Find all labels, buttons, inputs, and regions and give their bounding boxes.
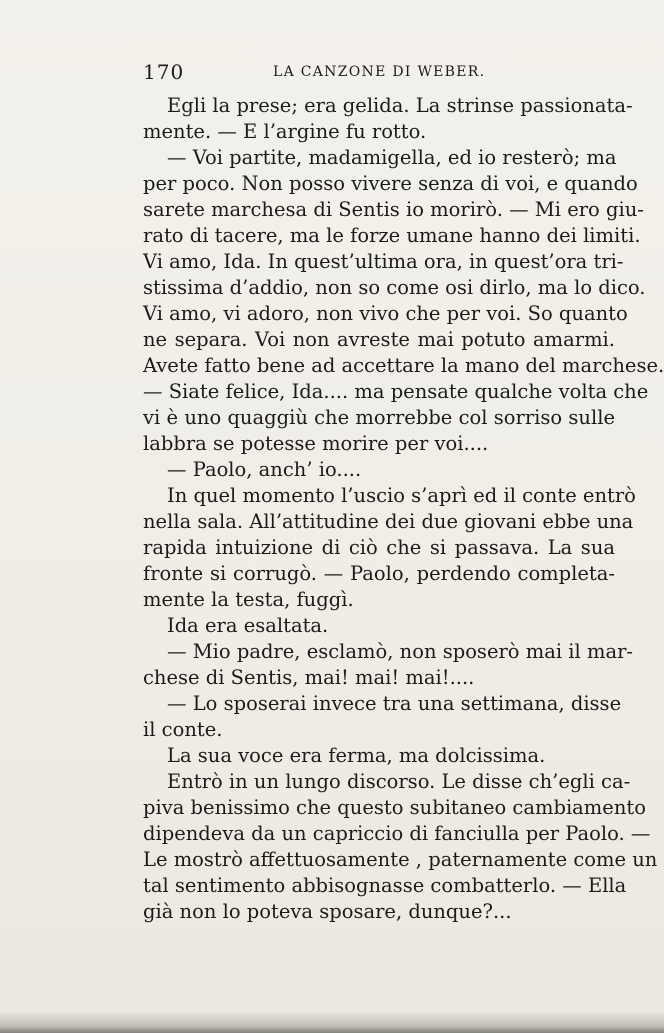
text-line: per poco. Non posso vivere senza di voi, e quando bbox=[143, 172, 638, 195]
text-line: ne separa. Voi non avreste mai potuto amarmi. bbox=[143, 328, 615, 351]
text-line: tal sentimento abbisognasse combatterlo. — Ella bbox=[143, 874, 627, 897]
text-line: chese di Sentis, mai! mai! mai!.... bbox=[143, 666, 475, 689]
text-line: stissima d’addio, non so come osi dirlo, ma lo dico. bbox=[143, 276, 646, 299]
text-line: Vi amo, Ida. In quest’ultima ora, in quest’ora tri- bbox=[143, 250, 624, 273]
page-number: 170 bbox=[143, 60, 185, 84]
text-line: — Paolo, anch’ io.... bbox=[167, 458, 362, 481]
text-line: La sua voce era ferma, ma dolcissima. bbox=[167, 744, 546, 767]
running-title: LA CANZONE DI WEBER. bbox=[273, 64, 486, 80]
text-line: mente. — E l’argine fu rotto. bbox=[143, 120, 427, 143]
text-line: In quel momento l’uscio s’aprì ed il conte entrò bbox=[167, 484, 636, 507]
text-line: il conte. bbox=[143, 718, 223, 741]
text-line: piva benissimo che questo subitaneo cambiamento bbox=[143, 796, 646, 819]
text-line: Ida era esaltata. bbox=[167, 614, 329, 637]
text-line: — Mio padre, esclamò, non sposerò mai il mar- bbox=[167, 640, 633, 663]
text-line: Egli la prese; era gelida. La strinse passionata- bbox=[167, 94, 633, 117]
text-line: Avete fatto bene ad accettare la mano del marchese. bbox=[143, 354, 664, 377]
page-header bbox=[143, 60, 523, 84]
text-line: fronte si corrugò. — Paolo, perdendo completa- bbox=[143, 562, 615, 585]
body-text bbox=[143, 93, 664, 925]
text-line: Entrò in un lungo discorso. Le disse ch’egli ca- bbox=[167, 770, 631, 793]
text-line: — Voi partite, madamigella, ed io resterò; ma bbox=[167, 146, 617, 169]
page-bottom-edge bbox=[0, 1011, 664, 1033]
text-line: vi è uno quaggiù che morrebbe col sorriso sulle bbox=[143, 406, 615, 429]
text-line: mente la testa, fuggì. bbox=[143, 588, 354, 611]
text-line: rato di tacere, ma le forze umane hanno dei limiti. bbox=[143, 224, 641, 247]
text-line: Vi amo, vi adoro, non vivo che per voi. So quanto bbox=[143, 302, 628, 325]
text-line: labbra se potesse morire per voi.... bbox=[143, 432, 489, 455]
text-line: rapida intuizione di ciò che si passava. La sua bbox=[143, 536, 615, 559]
text-line: dipendeva da un capriccio di fanciulla per Paolo. — bbox=[143, 822, 651, 845]
text-line: sarete marchesa di Sentis io morirò. — Mi ero giu- bbox=[143, 198, 644, 221]
text-line: — Siate felice, Ida.... ma pensate qualche volta che bbox=[143, 380, 649, 403]
text-line: Le mostrò affettuosamente , paternamente come un bbox=[143, 848, 658, 871]
text-line: nella sala. All’attitudine dei due giovani ebbe una bbox=[143, 510, 634, 533]
text-line: — Lo sposerai invece tra una settimana, disse bbox=[167, 692, 622, 715]
text-line: già non lo poteva sposare, dunque?... bbox=[143, 900, 512, 923]
